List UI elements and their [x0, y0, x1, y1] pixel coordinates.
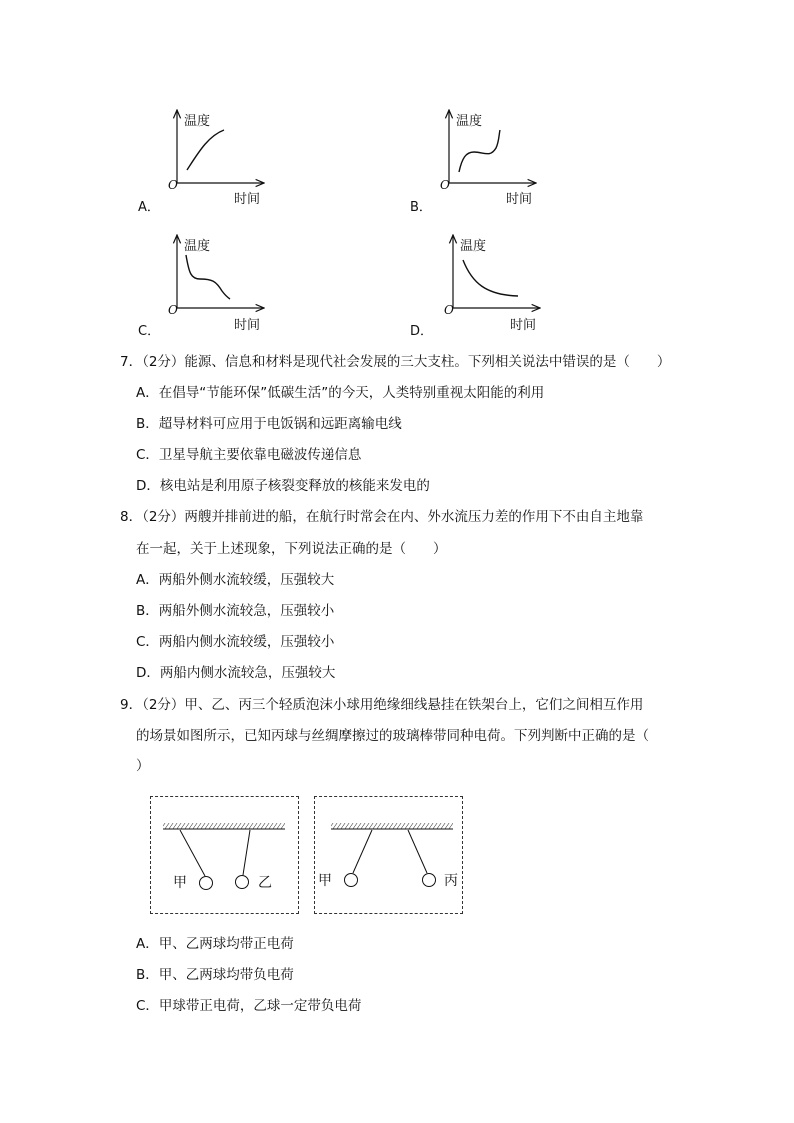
ball-jia	[200, 877, 213, 890]
graph-b-x-label: 时间	[506, 192, 533, 207]
graph-d-letter: D．	[410, 324, 434, 339]
q7-stem: 7．（2分）能源、信息和材料是现代社会发展的三大支柱。下列相关说法中错误的是（ ）	[120, 354, 671, 370]
ball-jia	[345, 874, 358, 887]
q8-option-d: D．两船内侧水流较急，压强较大	[136, 665, 336, 681]
graph-c-letter: C．	[138, 324, 161, 339]
q9-figure-right-drawing	[315, 797, 462, 913]
q9-figure-left	[150, 796, 299, 914]
q9-stem-line2: 的场景如图所示，已知丙球与丝绸摩擦过的玻璃棒带同种电荷。下列判断中正确的是（	[136, 728, 649, 744]
label-jia-right: 甲	[318, 873, 332, 889]
graph-a-origin: O	[168, 178, 178, 192]
graph-b-y-label: 温度	[456, 114, 483, 129]
q7-option-c: C．卫星导航主要依靠电磁波传递信息	[136, 447, 362, 463]
q8-option-a: A．两船外侧水流较缓，压强较大	[136, 572, 335, 588]
graph-c-curve	[186, 255, 230, 299]
q9-stem-line1: 9．（2分）甲、乙、丙三个轻质泡沫小球用绝缘细线悬挂在铁架台上，它们之间相互作用	[120, 697, 644, 713]
graph-b-origin: O	[440, 178, 450, 192]
label-yi: 乙	[258, 875, 272, 891]
q8-stem-line2: 在一起，关于上述现象，下列说法正确的是（ ）	[136, 541, 447, 557]
q9-figure-right	[314, 796, 463, 914]
q7-option-b: B．超导材料可应用于电饭锅和远距离输电线	[136, 416, 402, 432]
q8-option-b: B．两船外侧水流较急，压强较小	[136, 603, 335, 619]
label-bing: 丙	[444, 873, 458, 889]
q9-option-b: B．甲、乙两球均带负电荷	[136, 967, 294, 983]
support-bar	[331, 823, 453, 829]
graph-d-x-label: 时间	[510, 318, 537, 333]
graph-a-curve	[187, 130, 224, 170]
ball-bing	[423, 874, 436, 887]
q9-option-a: A．甲、乙两球均带正电荷	[136, 936, 294, 952]
q9-option-c: C．甲球带正电荷，乙球一定带负电荷	[136, 998, 362, 1014]
thread-jia	[353, 830, 372, 873]
q7-option-a: A．在倡导“节能环保”低碳生活”的今天，人类特别重视太阳能的利用	[136, 385, 545, 401]
graph-c-x-label: 时间	[234, 318, 261, 333]
thread-yi	[243, 830, 250, 875]
graph-a-y-label: 温度	[184, 114, 211, 129]
graph-d-origin: O	[444, 303, 454, 317]
thread-jia	[180, 830, 205, 876]
q9-stem-line3: ）	[136, 758, 150, 774]
label-jia-left: 甲	[173, 875, 187, 891]
ball-yi	[236, 876, 249, 889]
graph-b-letter: B．	[410, 200, 432, 215]
graph-a-x-label: 时间	[234, 192, 261, 207]
graph-c-origin: O	[168, 303, 178, 317]
graph-b-curve	[459, 130, 500, 172]
q9-figure-left-drawing	[151, 797, 298, 913]
q8-stem-line1: 8．（2分）两艘并排前进的船，在航行时常会在内、外水流压力差的作用下不由自主地靠	[120, 509, 644, 525]
graph-d-y-label: 温度	[460, 239, 487, 254]
thread-bing	[408, 830, 427, 873]
graph-a-letter: A．	[138, 200, 160, 215]
q7-option-d: D．核电站是利用原子核裂变释放的核能来发电的	[136, 478, 430, 494]
graph-d-curve	[463, 260, 518, 296]
q8-option-c: C．两船内侧水流较缓，压强较小	[136, 634, 335, 650]
graph-c-y-label: 温度	[184, 239, 211, 254]
support-bar	[163, 823, 285, 829]
